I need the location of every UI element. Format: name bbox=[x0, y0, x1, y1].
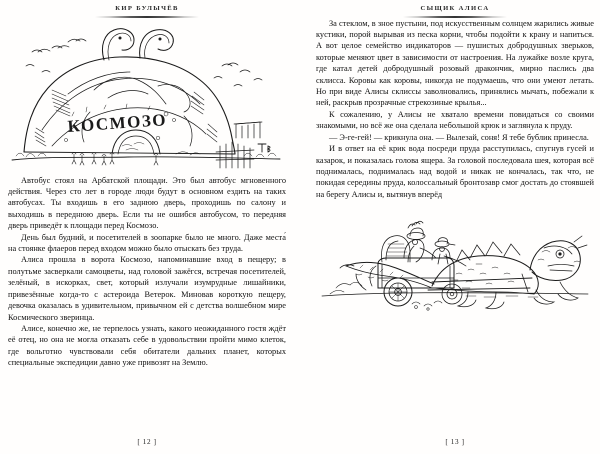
right-page bbox=[300, 0, 600, 454]
left-header-rule bbox=[95, 16, 199, 18]
paragraph: Автобус стоял на Арбатской площади. Это был автобус мгновенного действия. Через сто лет в городе люди будут в основном ездить на таких автобусах. Ты входишь в его заднюю дверь, проходишь по салону и выходишь в переднюю дверь. Если ты не ошибся автобусом, то передняя дверь приведёт к площади перед Космозо. bbox=[8, 175, 286, 231]
left-page-folio: [ 12 ] bbox=[137, 438, 157, 446]
paragraph: И в ответ на её крик вода посреди пруда расступилась, спугнув гусей и казарок, и показалась голова ящера. За головой последовала шея, которая всё поднималась, поднималась над водой и никак не кончалась, так что, не покидая середины пруда, колоссальный бронтозавр смог достать до стоявшей на берегу Алисы и, вытянув вперёд bbox=[316, 144, 594, 199]
right-page-folio: [ 13 ] bbox=[445, 438, 465, 446]
kosmozo-entrance-illustration bbox=[8, 20, 286, 175]
paragraph: Алиса прошла в ворота Космозо, напоминавшие вход в пещеру; в полутьме засверкали самоцветы, над головой зажёгся, встречая посетителей, зелёный, в искорках, свет, который излучали изумрудные лишайники, привезённые когда-то с астероида Ветерок. Миновав короткую пещеру, девочка оказалась в удивительном, привычном ей с детства волшебном мире Космического зверинца. bbox=[8, 255, 286, 322]
paragraph: — Э-ге-гей! — крикнула она. — Вылезай, соня! Я тебе бублик принесла. bbox=[329, 132, 589, 142]
left-page-body bbox=[8, 175, 286, 369]
paragraph: Алисе, конечно же, не терпелось узнать, какого неожиданного гостя ждёт её отец, но она не могла отказать себе в удовольствии пройти мимо клеток, где вольготно чувствовали себя обитатели дальних планет, которых специальные экспедиции давно уже привозят на Землю. bbox=[8, 323, 286, 368]
paragraph: К сожалению, у Алисы не хватало времени повидаться со своими знакомыми, но всё же она сделала небольшой крюк и заглянула к пруду. bbox=[316, 109, 594, 131]
dinosaur-pulling-cart-illustration bbox=[316, 204, 594, 316]
right-page-body bbox=[316, 18, 594, 201]
svg-text:КОСМОЗО: КОСМОЗО bbox=[66, 109, 168, 136]
paragraph: День был будний, и посетителей в зоопарке было не много. Даже места́ на стоянке флаеров перед входом можно было отыскать без труда. bbox=[8, 232, 286, 254]
right-running-head: СЫЩИК АЛИСА bbox=[420, 5, 490, 12]
left-running-head: КИР БУЛЫЧЁВ bbox=[115, 5, 179, 12]
paragraph: За стеклом, в зное пустыни, под искусственным солнцем жарились живые кустики, порой вырывая из песка корни, чтобы подойти к крану и напиться. А вот целое семейство индикаторов — пушистых добродушных зверьков, которые меняют цвет в зависимости от настроения. На лужайке возле круга, где катал детей добродушный розовый дракончик, мирно паслись два склисса. Коровы как коровы, никогда не подумаешь, что они умеют летать. Но при виде Алисы склиссы заволновались, принялись мычать, побежали к ней, раскрыв прозрачные стрекозиные крылья... bbox=[316, 18, 594, 108]
